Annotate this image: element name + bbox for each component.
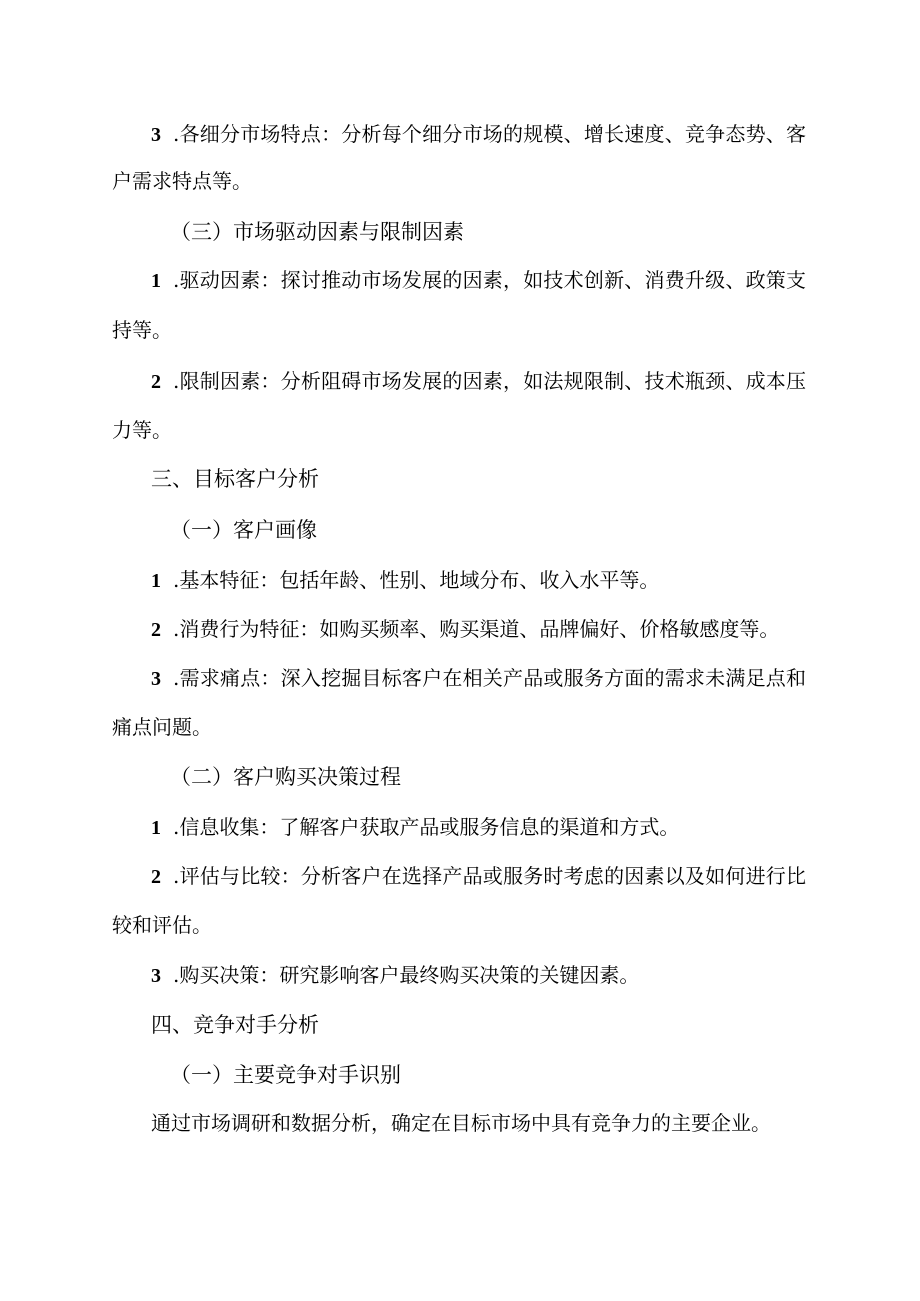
item-number: 1 [151, 570, 161, 592]
item-number: 2 [151, 866, 161, 888]
item-text-continued: 力等。 [112, 418, 172, 442]
item-number: 3 [151, 965, 161, 987]
item-number: 2 [151, 371, 161, 393]
item-text: .需求痛点：深入挖掘目标客户在相关产品或服务方面的需求未满足点和 [173, 666, 806, 690]
item-text-continued: 痛点问题。 [112, 715, 212, 739]
item-text: .购买决策：研究影响客户最终购买决策的关键因素。 [173, 963, 640, 987]
item-number: 3 [151, 124, 161, 146]
item-text-continued: 持等。 [112, 318, 172, 342]
item-text: .评估与比较：分析客户在选择产品或服务时考虑的因素以及如何进行比 [173, 864, 806, 888]
item-number: 1 [151, 817, 161, 839]
item-number: 2 [151, 619, 161, 641]
item-text: .基本特征：包括年龄、性别、地域分布、收入水平等。 [173, 568, 660, 592]
chapter-heading-competitors: 四、竞争对手分析 [151, 1013, 319, 1037]
item-text: .限制因素：分析阻碍市场发展的因素，如法规限制、技术瓶颈、成本压 [173, 369, 806, 393]
item-text: .驱动因素：探讨推动市场发展的因素，如技术创新、消费升级、政策支 [173, 268, 806, 292]
section-heading-drivers: （三）市场驱动因素与限制因素 [170, 220, 464, 244]
section-heading-customer-profile: （一）客户画像 [170, 518, 317, 542]
item-text: .各细分市场特点：分析每个细分市场的规模、增长速度、竞争态势、客 [173, 122, 806, 146]
section-heading-competitor-identification: （一）主要竞争对手识别 [170, 1063, 401, 1087]
item-text-continued: 户需求特点等。 [112, 169, 252, 193]
item-number: 1 [151, 270, 161, 292]
item-number: 3 [151, 668, 161, 690]
item-text: .信息收集：了解客户获取产品或服务信息的渠道和方式。 [173, 815, 680, 839]
chapter-heading-target-customers: 三、目标客户分析 [151, 467, 319, 491]
item-text: .消费行为特征：如购买频率、购买渠道、品牌偏好、价格敏感度等。 [173, 617, 780, 641]
item-text-continued: 较和评估。 [112, 913, 212, 937]
section-heading-purchase-decision: （二）客户购买决策过程 [170, 765, 401, 789]
paragraph-competitor-identification: 通过市场调研和数据分析，确定在目标市场中具有竞争力的主要企业。 [151, 1111, 771, 1135]
